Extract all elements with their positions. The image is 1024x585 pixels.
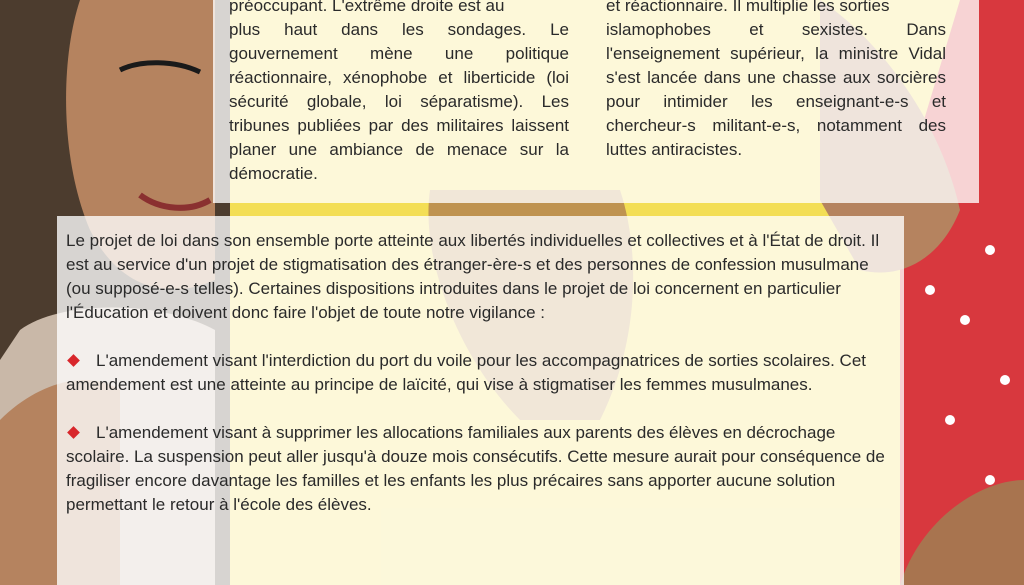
main-text-panel [57,216,904,585]
top-right-text: islamophobes et sexistes. Dans l'enseignement supérieur, la ministre Vidal s'est lancée dans une chasse aux sorcières pour intimider les enseignant-e-s et chercheur-s militant-e-s, notamment des luttes antiracistes. [606,20,946,159]
top-right-cut-line: et réactionnaire. Il multiplie les sorties [606,0,890,15]
top-left-text: plus haut dans les sondages. Le gouvernement mène une politique réactionnaire, xénophobe et liberticide (loi sécurité globale, loi séparatisme). Les tribunes publiées par des militaires laissent planer une ambiance de menace sur la démocratie. [229,20,569,183]
bullet-item [66,421,892,517]
bullet-text: L'amendement visant l'interdiction du port du voile pour les accompagnatrices de sorties scolaires. Cet amendement est une atteinte au principe de laïcité, qui vise à stigmatiser les femmes musulmanes. [66,351,866,394]
top-left-cut-line: préoccupant. L'extrême droite est au [229,0,505,15]
top-text-panel [213,0,979,203]
intro-paragraph: Le projet de loi dans son ensemble porte atteinte aux libertés individuelles et collectives et à l'État de droit. Il est au service d'un projet de stigmatisation des étranger-ère-s et des personnes de confession musulmane (ou supposé-e-s telles). Certaines dispositions introduites dans le projet de loi concernent en particulier l'Éducation et doivent donc faire l'objet de toute notre vigilance : [66,231,880,322]
top-right-column [606,0,946,162]
red-diamond-icon [67,354,80,367]
bullet-text: L'amendement visant à supprimer les allocations familiales aux parents des élèves en décrochage scolaire. La suspension peut aller jusqu'à douze mois consécutifs. Cette mesure aurait pour conséquence de fragiliser encore davantage les familles et les enfants les plus précaires sans apporter aucune solution permettant le retour à l'école des élèves. [66,423,885,514]
red-diamond-icon [67,426,80,439]
top-left-column [229,0,569,186]
bullet-item [66,349,892,397]
